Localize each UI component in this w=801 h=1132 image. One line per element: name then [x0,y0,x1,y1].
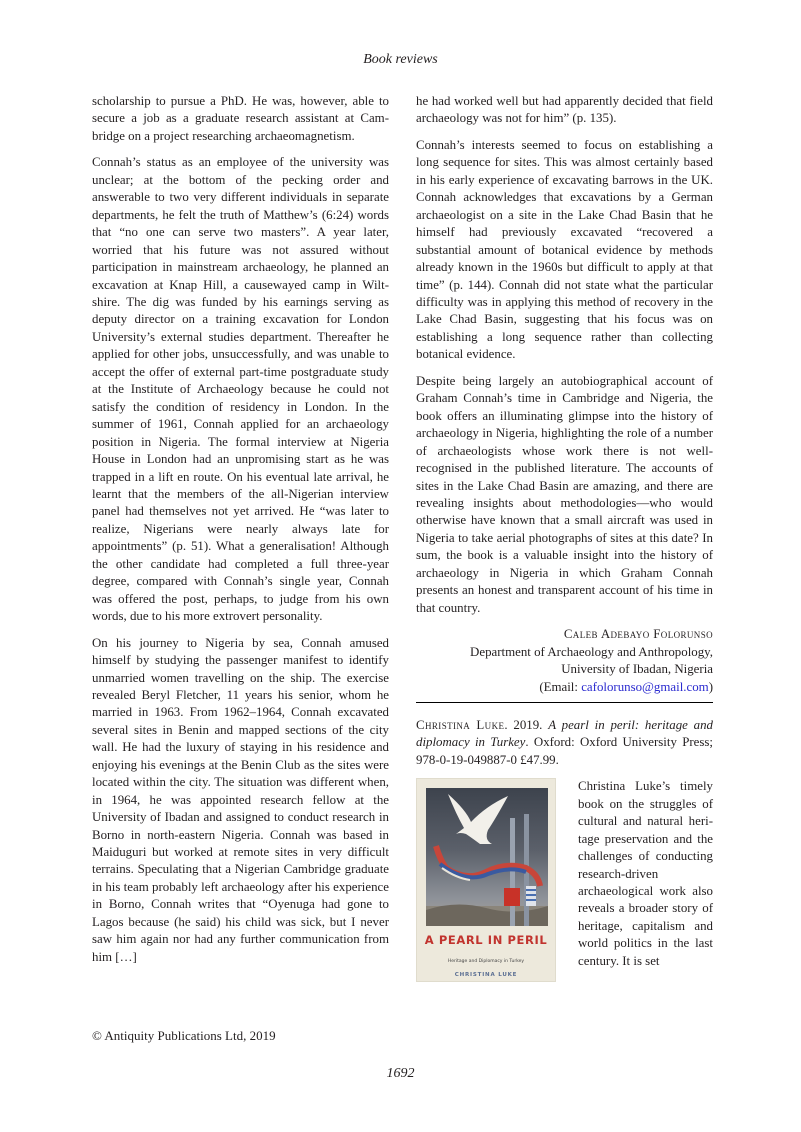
cover-subtitle: Heritage and Diplomacy in Turkey [447,959,525,965]
email-prefix: (Email: [539,679,582,694]
paragraph: scholarship to pursue a PhD. He was, however, able to secure a job as a graduate research assistant at Cambridge on a project researching archaeomagnetism. [92,94,389,143]
dove-and-flags-icon [426,788,548,926]
page-number: 1692 [386,1066,415,1081]
email-link[interactable]: cafolorunso@gmail.com [581,679,709,694]
reviewer-email-line [416,679,713,696]
paragraph: Connah’s interests seemed to focus on establishing a long sequence for sites. This was almost certainly based in his early experience of excavating barrows in the UK. Connah acknowledges that excavations by a German archaeologist on a site in the Lake Chad Basin that he himself had previously excavated “recovered a substantial amount of botanical evidence by methods already known in the 1960s but difficult to apply at that time” (p. 144). Connah did not state what the particular difficulty was in applying this method of recovery in the Lake Chad Basin, suggesting that his focus was on establishing a long sequence rather than collecting botanical evidence. [416,137,713,362]
book-title: A pearl in peril: heritage and diplomacy in Turkey [416,717,713,750]
cover-illustration [426,788,548,926]
cover-author: CHRISTINA LUKE [454,972,518,979]
reviewer-signature [416,626,713,696]
reviewer-name: Caleb Adebayo Folorunso [563,627,713,642]
reviewer-institution: University of Ibadan, Nigeria [561,662,713,677]
paragraph: Connah’s status as an employee of the university was unclear; at the bottom of the pecking order and answerable to two very different individuals in separate departments, he felt the truth of Matthew’s (6:24) words that “no one can serve two masters”. A year later, worried that his future was not assured without participation in mainstream archaeology, he planned an excavation at Knap Hill, a causewayed camp in Wiltshire. The dig was funded by his earnings serving as deputy director on a training excavation for London University’s external studies department. Thereafter he applied for other jobs, unsuccessfully, and was unable to accept the offer of external part-time postgraduate study at the Institute of Archaeology because he could not satisfy the condition of residency in London. In the summer of 1961, Connah applied for an archaeology position in Nigeria. The formal interview at Nigeria House in London had an unpromising start as he was trapped in a lift en route. On his eventual late arrival, he learnt that the members of the all-Nigerian interview panel had themselves not yet arrived. He “was later to realize, Nigerians were nearly always late for appointments” (p. 51). What a generalisation! Although the other candidate had completed a full three-year degree, compared with Connah’s single year, Connah was offered the post, perhaps, to judge from his own words, due to his more extrovert personality. [92,155,389,624]
left-column [92,93,389,975]
paragraph: On his journey to Nigeria by sea, Connah amused himself by studying the passenger manifest to identify unmarried women travelling on the ship. The exercise revealed Beryl Fletcher, 11 years his senior, whom he married in 1963. From 1962–1964, Connah excavated several sites in Benin and mapped sections of the city wall. He had the luxury of staying in his residence and enjoying his evenings at the Benin Club as the sites were located within the city. The situation was different when, in 1964, he was appointed research fellow at the University of Ibadan and assigned to conduct research in Borno in north-eastern Nigeria. Connah was based in Maiduguri but worked at remote sites in very difficult terrains. Speculating that a Nigerian Cambridge graduate in his team probably left archaeology after his experience in Borno, Connah writes that “Oyenuga had gone to Lagos because (he said) his child was sick, but I never saw him again nor had any further communication from him […] [92,635,389,964]
bibliographic-entry [416,717,713,769]
paragraph: Despite being largely an autobiographical account of Graham Connah’s time in Cambridge and Nigeria, the book offers an illuminating glimpse into the history of archaeology in Nigeria, highlighting the role of a number of archaeologists whose work there is not well-recognised in the published literature. The accounts of sites in the Lake Chad Basin are amazing, and there are revealing insights about methodologies—who would otherwise have known that a small aircraft was used in Nigeria to take aerial photographs of sites at this date? In sum, the book is a valuable insight into the history of archaeology in Nigeria in which Graham Connah presents an honest and transparent account of his time in that country. [416,373,713,615]
cover-title: A PEARL IN PERIL [424,933,548,948]
book-year: . 2019. [504,717,549,732]
book-publisher: . Oxford: Oxford University Press; 978-0-19-049887-0 £47.99. [416,735,713,767]
section-divider [416,702,713,703]
review-opening [416,778,713,979]
running-head: Book reviews [363,52,438,67]
review-opening-text: Christina Luke’s timely book on the struggles of cultural and natural heritage preservation and the challenges of conducting research-driven archaeological work also reveals a broader story of heritage, capitalism and world politics in the last century. It is set [578,779,713,968]
reviewer-department: Department of Archaeology and Anthropology, [470,644,713,659]
book-cover-image [416,778,556,982]
paragraph: he had worked well but had apparently decided that field archaeology was not for him” (p. 135). [416,94,713,126]
right-column [416,93,713,986]
book-author: Christina Luke [416,717,505,732]
email-suffix: ) [708,679,713,694]
copyright-notice: © Antiquity Publications Ltd, 2019 [92,1028,276,1043]
